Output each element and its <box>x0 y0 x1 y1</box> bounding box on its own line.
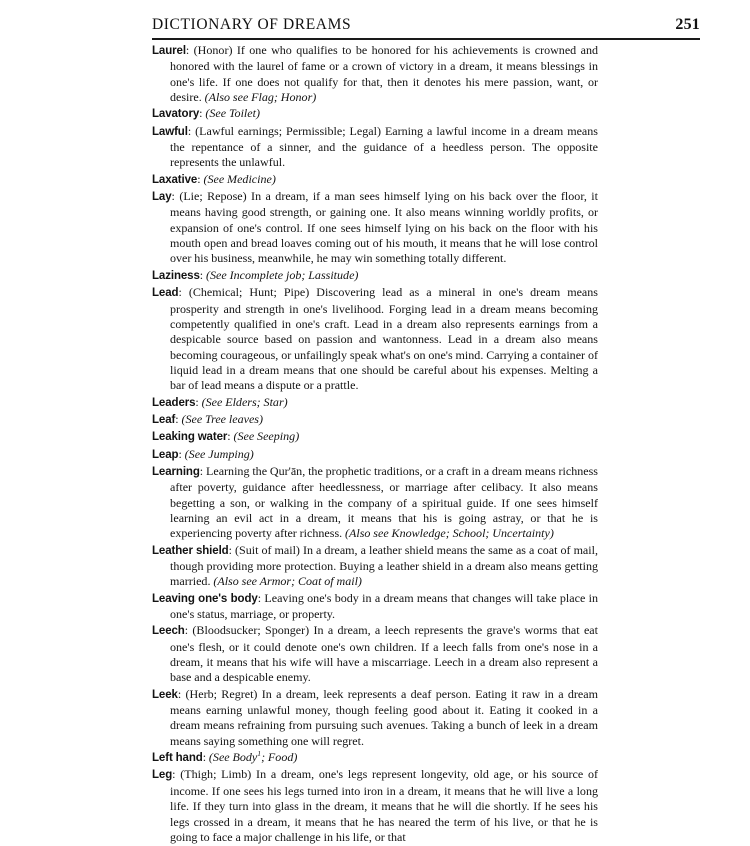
entry-headword: Lavatory <box>152 108 200 121</box>
entry-separator: : <box>227 429 234 444</box>
entry-cross-reference: (Also see Armor; Coat of mail) <box>213 574 362 589</box>
entry-list <box>152 43 598 846</box>
dictionary-entry <box>152 395 598 411</box>
entry-definition: (Thigh; Limb) In a dream, one's legs represent longevity, old age, or his source of income. If one sees his legs turned into iron in a dream, it means that he will live a long life. If they turn into glass in the dream, it means that he will die shortly. If he sees his legs crossed in a dream, it means that he has neared the term of his live, or that he is going to face a major challenge in his life, or that <box>170 767 598 844</box>
entry-cross-reference: (Also see Flag; Honor) <box>204 90 317 105</box>
dictionary-entry <box>152 106 598 122</box>
entry-cross-reference: (See Incomplete job; Lassitude) <box>206 267 359 282</box>
dictionary-entry <box>152 623 598 685</box>
running-head <box>152 16 700 34</box>
entry-cross-reference: (See Jumping) <box>184 446 254 461</box>
dictionary-entry <box>152 412 598 428</box>
entry-separator: : <box>187 123 196 138</box>
entry-separator: : <box>202 750 209 765</box>
entry-separator: : <box>177 686 186 701</box>
entry-separator: : <box>199 106 206 121</box>
entry-headword: Learning <box>152 465 200 478</box>
entry-headword: Laziness <box>152 269 200 282</box>
entry-definition: Leaving one's body in a dream means that changes will take place in one's status, marriage, or property. <box>170 590 599 622</box>
entry-definition: (Lawful earnings; Permissible; Legal) Earning a lawful income in a dream means the repentance of a sinner, and the guidance of a heedless person. The opposite represents the unlawful. <box>170 123 598 170</box>
entry-headword: Leaving one's body <box>152 592 258 605</box>
entry-definition: (Suit of mail) In a dream, a leather shield means the same as a coat of mail, though providing more protection. Buying a leather shield in a dream also means getting married. <box>170 542 598 589</box>
entry-separator: : <box>178 446 185 461</box>
dictionary-entry <box>152 172 598 188</box>
dictionary-entry <box>152 285 598 393</box>
entry-definition: (Bloodsucker; Sponger) In a dream, a leech represents the grave's worms that eat one's flesh, or it could denote one's own children. If a leech falls from one's nose in a dream, it means that his wife will have a miscarriage. Leech in a dream also represent a base and a despicable enemy. <box>170 623 598 685</box>
entry-cross-reference: (See Medicine) <box>203 171 276 186</box>
entry-definition: (Chemical; Hunt; Pipe) Discovering lead as a mineral in one's dream means prosperity and strength in one's livelihood. Forging lead in a dream means becoming competently qualified in one's craft. Lead in a dream also represents earnings from a despicable source based on passion and wantonness. Lead in a dream also means becoming courageous, or unfailingly speak what's on one's mind. Carrying a container of liquid lead in a dream means that one should be careful about his expenses. Melting a bar of lead means a dispute or a prattle. <box>170 285 598 393</box>
entry-cross-reference: (See Tree leaves) <box>181 411 264 426</box>
entry-headword: Leaking water <box>152 431 228 444</box>
dictionary-entry <box>152 43 598 105</box>
dictionary-entry <box>152 447 598 463</box>
entry-separator: : <box>172 767 181 782</box>
page-number: 251 <box>675 16 700 33</box>
dictionary-entry <box>152 750 598 766</box>
entry-separator: : <box>257 590 265 605</box>
entry-cross-reference: (See Elders; Star) <box>201 394 288 409</box>
entry-cross-reference: (See Toilet) <box>205 106 260 121</box>
entry-headword: Lead <box>152 287 179 300</box>
entry-cross-reference: (See Seeping) <box>233 429 300 444</box>
entry-separator: : <box>185 43 194 57</box>
entry-headword: Lay <box>152 191 172 204</box>
entry-headword: Leap <box>152 448 179 461</box>
entry-headword: Lawful <box>152 125 188 138</box>
entry-headword: Laxative <box>152 173 198 186</box>
dictionary-entry <box>152 464 598 542</box>
running-head-title: DICTIONARY OF DREAMS <box>152 16 352 33</box>
entry-headword: Left hand <box>152 752 203 765</box>
entry-definition: (Herb; Regret) In a dream, leek represents a deaf person. Eating it raw in a dream means earning unlawful money, though feeling good about it. Eating it cooked in a dream means refraining from pursuing such avenues. Taking a bunch of leek in a dream means saying something one will regret. <box>170 686 598 748</box>
entry-separator: : <box>171 189 180 204</box>
dictionary-entry <box>152 429 598 445</box>
entry-headword: Leg <box>152 769 173 782</box>
entry-cross-reference: (Also see Knowledge; School; Uncertainty) <box>345 526 554 541</box>
entry-separator: : <box>199 463 206 478</box>
dictionary-entry <box>152 268 598 284</box>
entry-headword: Leather shield <box>152 544 229 557</box>
entry-separator: : <box>178 285 189 300</box>
cross-reference-tail: ; Food) <box>261 750 298 765</box>
entry-separator: : <box>175 411 182 426</box>
entry-definition: (Honor) If one who qualifies to be honored for his achievements is crowned and honored with the laurel of fame or a crown of victory in a dream, it means blessings in one's life. If one does not qualify for that, then it denotes his mere passion, want, or desire. <box>170 43 598 105</box>
entry-separator: : <box>199 267 206 282</box>
dictionary-entry <box>152 543 598 590</box>
entry-definition: Learning the Qur'ān, the prophetic traditions, or a craft in a dream means richness after poverty, guidance after heedlessness, or marriage after celibacy. It also means begetting a son, or walking in the company of a spiritual guide. If one sees himself learning an evil act in a dream, it means that his is going astray, or that he is experiencing poverty after richness. <box>170 463 598 541</box>
entry-headword: Leek <box>152 688 178 701</box>
entry-separator: : <box>195 394 202 409</box>
entry-headword: Leech <box>152 625 185 638</box>
entry-headword: Leaf <box>152 413 176 426</box>
entry-separator: : <box>197 171 204 186</box>
entry-definition: (Lie; Repose) In a dream, if a man sees himself lying on his back over the floor, it means having good strength, or gaining one. It also means winning worldly profits, or expansion of one's control. If one sees himself lying on his back on the floor with his mouth open and bread loaves coming out of his mouth, it means that he will lose control over his business, meanwhile, he may win something totally different. <box>170 189 598 266</box>
entry-headword: Laurel <box>152 45 186 57</box>
dictionary-entry <box>152 189 598 267</box>
dictionary-entry <box>152 687 598 749</box>
entry-separator: : <box>184 623 193 638</box>
entry-cross-reference: (See Body <box>208 750 258 765</box>
dictionary-entry <box>152 124 598 171</box>
entry-headword: Leaders <box>152 396 196 409</box>
header-rule-line <box>152 38 700 40</box>
entry-separator: : <box>228 542 235 557</box>
dictionary-entry <box>152 591 598 623</box>
dictionary-entry <box>152 767 598 845</box>
cross-reference-footnote-marker: 1 <box>257 749 262 759</box>
